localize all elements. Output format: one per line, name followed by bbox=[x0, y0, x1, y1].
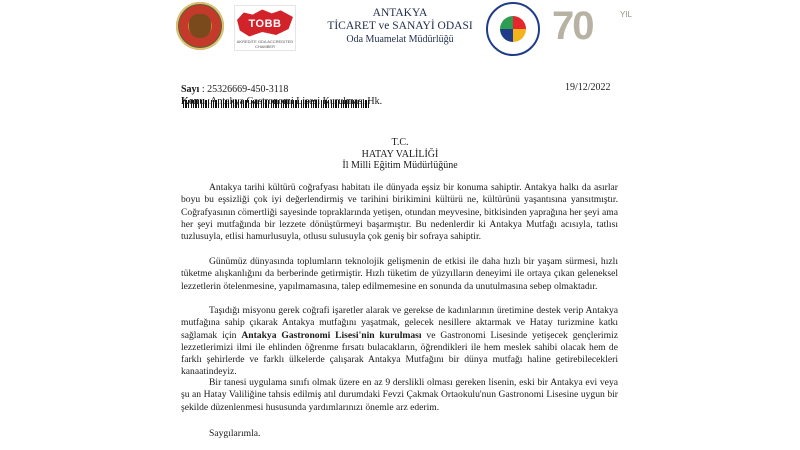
org-department: Oda Muamelat Müdürlüğü bbox=[346, 34, 454, 45]
addressee-tc: T.C. bbox=[391, 137, 409, 148]
closing-salutation: Saygılarımla. bbox=[209, 428, 261, 439]
sayi-value: : 25326669-450-3118 bbox=[201, 84, 289, 95]
reference-number-line bbox=[181, 84, 288, 96]
paragraph-4: Bir tanesi uygulama sınıfı olmak üzere en az 9 derslikli olması gereken lisenin, eski bir Antakya evi veya şu an Hatay Valiliğine tahsis edilmiş atıl durumdaki Fevzi Çakmak Ortaokulu'nun Gastronomi Lisesine uygun bir şekilde düzenlenmesi hususunda yardımlarınızı önemle arz ederim. bbox=[181, 377, 618, 413]
tobb-logo-subtitle: AKREDİTE ODA ACCREDITED CHAMBER bbox=[236, 39, 294, 49]
anniversary-logo-number: 70 bbox=[552, 4, 593, 48]
anniversary-logo-label: YIL bbox=[620, 10, 633, 19]
document-date: 19/12/2022 bbox=[565, 82, 611, 93]
addressee-directorate: İl Milli Eğitim Müdürlüğüne bbox=[342, 160, 458, 171]
emblem-center-icon bbox=[189, 14, 211, 38]
paragraph-3-text-start: Taşıdığı misyonu gerek coğrafi işaretler alarak ve gerekse de kadınlarının üretimine destek verip Antakya mutfağına sahip çıkarak Antakya mutfağını yaşatmak, gelecek nesillere aktarmak ve Hatay turizmine katkı sağlamak için bbox=[181, 305, 618, 341]
org-title: TİCARET ve SANAYİ ODASI bbox=[327, 20, 473, 32]
paragraph-3-bold-text: Antakya Gastronomi Lisesi'nin kurulması bbox=[241, 329, 422, 341]
sayi-label: Sayı bbox=[181, 84, 200, 95]
org-city: ANTAKYA bbox=[372, 7, 428, 19]
konu-value: :Antakya Gastronomi Lisesi Kurulması Hk. bbox=[207, 96, 383, 107]
chamber-emblem-logo bbox=[176, 2, 224, 50]
paragraph-3 bbox=[181, 305, 618, 379]
tobb-accredited-logo bbox=[234, 5, 296, 51]
paragraph-2: Günümüz dünyasında toplumların teknolojik gelişmenin de etkisi ile daha hızlı bir yaşam sürmesi, hızlı tüketme alışkanlığını da berberinde getirmiştir. Hızlı tüketim de yüzyılların deneyimi ile ortaya çıkan geleneksel lezzetlerin ötelenmesine, yapılmamasına, talep edilmemesine en sonunda da unutulmasına sebep olmaktadır. bbox=[181, 256, 618, 292]
paragraph-3-text-end: ve Gastronomi Lisesinde yetişecek gençlerimiz lezzetlerimizi ilmi ile ehlinden öğrenme fırsatı bulacakların, öğrendikleri ile hem meslek sahibi olacak hem de farklı şehirlerde ve farklı ülkelerde çalışarak Antakya Mutfağını bir dünya mutfağı haline getirebilecekleri kanaatindeyiz. bbox=[181, 329, 618, 378]
konu-label: Konu bbox=[181, 96, 205, 107]
tobb-logo-text: TOBB bbox=[248, 18, 282, 30]
tobb-seal-logo bbox=[486, 2, 540, 56]
seal-center-icon bbox=[500, 16, 526, 42]
addressee-governorship: HATAY VALİLİĞİ bbox=[361, 149, 439, 160]
paragraph-1: Antakya tarihi kültürü coğrafyası habitatı ile dünyada eşsiz bir konuma sahiptir. Antakya halkı da asırlar boyu bu eşsizliği çok iyi değerlendirmiş ve tarihini birikimini kültürü ne, kültürünü yaşantısına yansıtmıştır. Coğrafyasının cömertliği sayesinde topraklarında yetişen, otundan meyvesine, bitkisinden yaprağına her şeyi ama her şeyi mutfağında bir lezzete dönüştürmeyi başarmıştır. Bu nedenlerdir ki Antakya Mutfağı acısıyla, tatlısı tuzlusuyla, etlisi hamurlusuyla, otlusu sulusuyla çok geniş bir sofraya sahiptir. bbox=[181, 182, 618, 243]
organization-name bbox=[300, 7, 500, 46]
subject-line bbox=[181, 96, 382, 108]
